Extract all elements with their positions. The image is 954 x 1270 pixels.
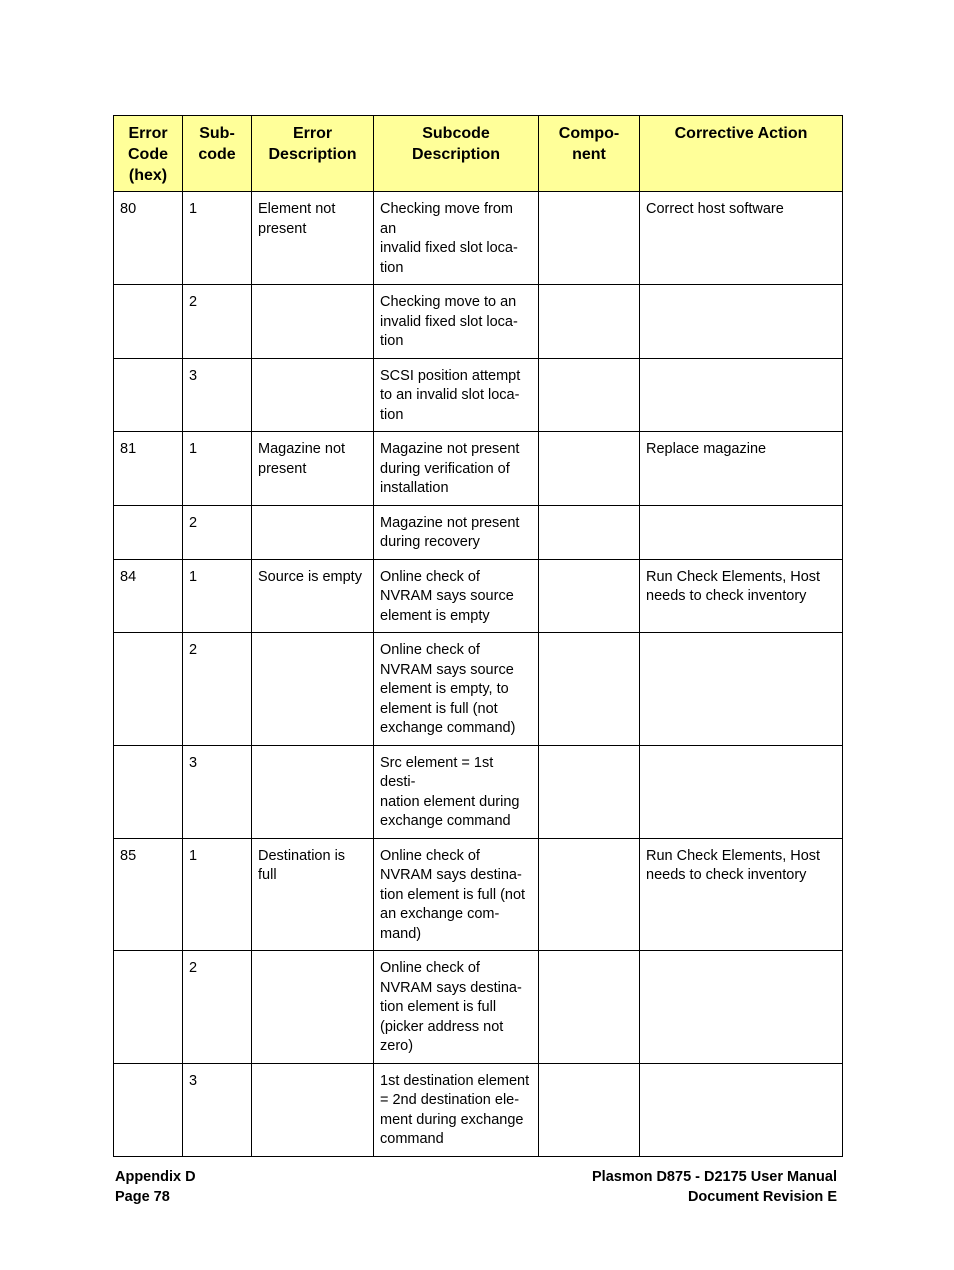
cell-sub-code: 1 (183, 559, 252, 633)
table-row (114, 745, 843, 838)
cell-subcode-description: Online check of NVRAM says destina- tion element is full (not an exchange com- mand) (374, 838, 539, 951)
cell-error-description (252, 633, 374, 746)
cell-sub-code: 1 (183, 192, 252, 285)
cell-error-description: Magazine not present (252, 432, 374, 506)
cell-error-code (114, 633, 183, 746)
cell-corrective-action (640, 1063, 843, 1156)
cell-error-code: 85 (114, 838, 183, 951)
cell-sub-code: 3 (183, 1063, 252, 1156)
cell-component (539, 192, 640, 285)
table-row (114, 285, 843, 359)
cell-error-description (252, 358, 374, 432)
error-code-table (113, 115, 843, 1157)
table-row (114, 505, 843, 559)
cell-sub-code: 2 (183, 633, 252, 746)
cell-error-code: 84 (114, 559, 183, 633)
table-row (114, 192, 843, 285)
cell-error-description (252, 505, 374, 559)
cell-error-code (114, 745, 183, 838)
cell-corrective-action (640, 633, 843, 746)
table-row (114, 358, 843, 432)
cell-subcode-description: Magazine not present during verification of installation (374, 432, 539, 506)
cell-component (539, 1063, 640, 1156)
cell-corrective-action (640, 285, 843, 359)
table-row (114, 1063, 843, 1156)
cell-subcode-description: 1st destination element = 2nd destination ele- ment during exchange command (374, 1063, 539, 1156)
cell-sub-code: 1 (183, 432, 252, 506)
cell-component (539, 559, 640, 633)
cell-component (539, 285, 640, 359)
header-sub-code: Sub- code (183, 116, 252, 192)
cell-error-code (114, 951, 183, 1064)
cell-subcode-description: SCSI position attempt to an invalid slot loca- tion (374, 358, 539, 432)
header-error-description: Error Description (252, 116, 374, 192)
table-row (114, 951, 843, 1064)
cell-error-description: Source is empty (252, 559, 374, 633)
cell-subcode-description: Online check of NVRAM says source element is empty, to element is full (not exchange command) (374, 633, 539, 746)
cell-corrective-action (640, 358, 843, 432)
cell-error-code: 80 (114, 192, 183, 285)
cell-error-code (114, 1063, 183, 1156)
cell-corrective-action (640, 745, 843, 838)
cell-subcode-description: Online check of NVRAM says destina- tion element is full (picker address not zero) (374, 951, 539, 1064)
cell-sub-code: 3 (183, 358, 252, 432)
cell-sub-code: 1 (183, 838, 252, 951)
cell-subcode-description: Src element = 1st desti- nation element during exchange command (374, 745, 539, 838)
table-header-row (114, 116, 843, 192)
cell-component (539, 505, 640, 559)
cell-error-code (114, 358, 183, 432)
footer-document-revision: Document Revision E (687, 1188, 837, 1205)
footer-left (115, 1168, 196, 1207)
cell-error-description (252, 745, 374, 838)
cell-sub-code: 2 (183, 951, 252, 1064)
cell-error-code (114, 285, 183, 359)
header-corrective-action: Corrective Action (640, 116, 843, 192)
cell-component (539, 951, 640, 1064)
cell-component (539, 745, 640, 838)
cell-corrective-action (640, 951, 843, 1064)
header-component: Compo- nent (539, 116, 640, 192)
cell-corrective-action: Replace magazine (640, 432, 843, 506)
footer-manual-title: Plasmon D875 - D2175 User Manual (592, 1169, 837, 1185)
footer-right (592, 1168, 837, 1207)
cell-error-description (252, 1063, 374, 1156)
footer-appendix: Appendix D (115, 1169, 196, 1185)
cell-error-description (252, 951, 374, 1064)
table-row (114, 559, 843, 633)
cell-subcode-description: Checking move from an invalid fixed slot loca- tion (374, 192, 539, 285)
cell-component (539, 432, 640, 506)
table-row (114, 432, 843, 506)
cell-subcode-description: Checking move to an invalid fixed slot loca- tion (374, 285, 539, 359)
cell-error-code: 81 (114, 432, 183, 506)
cell-error-code (114, 505, 183, 559)
table-row (114, 838, 843, 951)
cell-error-description (252, 285, 374, 359)
cell-component (539, 838, 640, 951)
header-subcode-description: Subcode Description (374, 116, 539, 192)
cell-sub-code: 3 (183, 745, 252, 838)
footer-page-number: Page 78 (115, 1188, 170, 1205)
table-row (114, 633, 843, 746)
header-error-code: Error Code (hex) (114, 116, 183, 192)
cell-error-description: Destination is full (252, 838, 374, 951)
cell-error-description: Element not present (252, 192, 374, 285)
cell-corrective-action: Run Check Elements, Host needs to check inventory (640, 838, 843, 951)
cell-corrective-action (640, 505, 843, 559)
cell-corrective-action: Run Check Elements, Host needs to check inventory (640, 559, 843, 633)
cell-component (539, 358, 640, 432)
cell-subcode-description: Online check of NVRAM says source element is empty (374, 559, 539, 633)
cell-corrective-action: Correct host software (640, 192, 843, 285)
cell-component (539, 633, 640, 746)
cell-sub-code: 2 (183, 505, 252, 559)
cell-subcode-description: Magazine not present during recovery (374, 505, 539, 559)
cell-sub-code: 2 (183, 285, 252, 359)
